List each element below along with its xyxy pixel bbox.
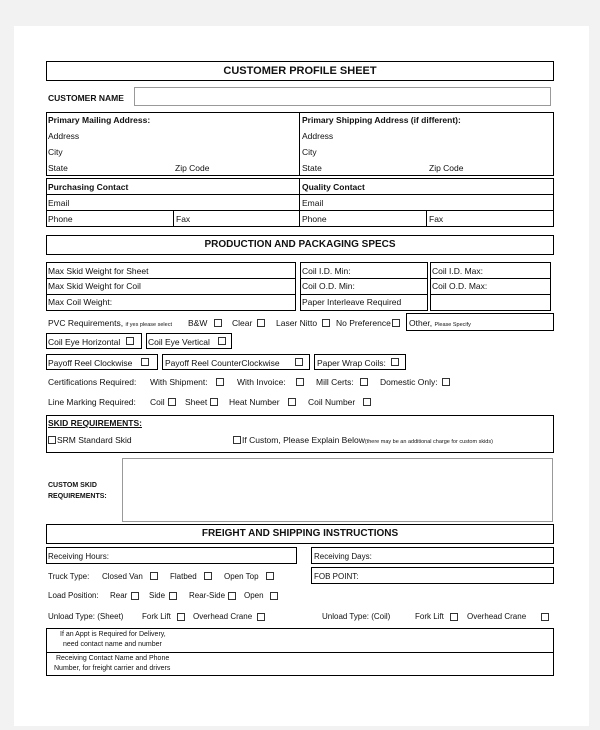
receiving-days: Receiving Days:	[314, 552, 372, 561]
coil-eye-vertical: Coil Eye Vertical	[148, 337, 210, 347]
shipping-city[interactable]: City	[302, 147, 317, 157]
line-coil: Coil	[150, 397, 165, 407]
payoff-counter-checkbox[interactable]	[295, 358, 303, 366]
contact-divider	[46, 652, 554, 653]
max-skid-coil[interactable]: Max Skid Weight for Coil	[48, 281, 141, 291]
load-rear-checkbox[interactable]	[131, 592, 139, 600]
cert-mill-certs: Mill Certs:	[316, 377, 354, 387]
truck-flatbed-checkbox[interactable]	[204, 572, 212, 580]
purchasing-heading: Purchasing Contact	[48, 182, 129, 192]
mailing-city[interactable]: City	[48, 147, 63, 157]
freight-heading: FREIGHT AND SHIPPING INSTRUCTIONS	[201, 528, 399, 539]
pvc-option-no-preference: No Preference	[336, 318, 391, 328]
cert-label: Certifications Required:	[48, 377, 137, 387]
pvc-other-note: Please Specify	[434, 322, 471, 328]
load-side-checkbox[interactable]	[169, 592, 177, 600]
shipping-state[interactable]: State	[302, 163, 322, 173]
skid-standard: SRM Standard Skid	[57, 435, 132, 445]
unload-sheet-crane: Overhead Crane	[193, 612, 253, 621]
pvc-note: if yes please select	[125, 322, 172, 328]
coil-od-min[interactable]: Coil O.D. Min:	[302, 281, 355, 291]
cert-with-shipment: With Shipment:	[150, 377, 208, 387]
payoff-clockwise-checkbox[interactable]	[141, 358, 149, 366]
paper-interleave[interactable]: Paper Interleave Required	[302, 297, 402, 307]
unload-coil-label: Unload Type: (Coil)	[322, 612, 391, 621]
mailing-heading: Primary Mailing Address:	[48, 115, 151, 125]
unload-sheet-fork-lift: Fork Lift	[142, 612, 171, 621]
pvc-bw-checkbox[interactable]	[214, 319, 222, 327]
line-heat-number-checkbox[interactable]	[288, 398, 296, 406]
profile-sheet	[14, 26, 589, 726]
fob-point: FOB POINT:	[314, 572, 359, 581]
line-marking-label: Line Marking Required:	[48, 397, 136, 407]
line-coil-checkbox[interactable]	[168, 398, 176, 406]
coil-id-min[interactable]: Coil I.D. Min:	[302, 266, 351, 276]
production-heading: PRODUCTION AND PACKAGING SPECS	[204, 239, 396, 250]
paper-wrap-checkbox[interactable]	[391, 358, 399, 366]
shipping-heading: Primary Shipping Address (if different):	[302, 115, 461, 125]
receiving-hours: Receiving Hours:	[48, 552, 109, 561]
pvc-laser-nitto-checkbox[interactable]	[322, 319, 330, 327]
purchasing-email[interactable]: Email	[48, 198, 70, 208]
custom-skid-textarea[interactable]	[122, 458, 553, 522]
cert-with-invoice: With Invoice:	[237, 377, 286, 387]
pvc-other-label: Other, Please Specify	[409, 318, 471, 328]
load-rear-side: Rear-Side	[189, 591, 226, 600]
coil-min-line-1	[300, 278, 428, 279]
customer-name-label: CUSTOMER NAME	[48, 93, 124, 103]
load-open-checkbox[interactable]	[270, 592, 278, 600]
load-open: Open	[244, 591, 264, 600]
pvc-no-preference-checkbox[interactable]	[392, 319, 400, 327]
pvc-clear-checkbox[interactable]	[257, 319, 265, 327]
skid-custom-note: (there may be an additional charge for custom skids)	[364, 439, 493, 445]
truck-label: Truck Type:	[48, 572, 90, 581]
cert-with-invoice-checkbox[interactable]	[296, 378, 304, 386]
mailing-address[interactable]: Address	[48, 131, 80, 141]
quality-fax-divider	[426, 211, 427, 227]
coil-max-line-2	[430, 294, 551, 295]
cert-with-shipment-checkbox[interactable]	[216, 378, 224, 386]
mailing-state[interactable]: State	[48, 163, 68, 173]
quality-heading: Quality Contact	[302, 182, 365, 192]
pvc-option-clear: Clear	[232, 318, 253, 328]
paper-wrap: Paper Wrap Coils:	[317, 358, 386, 368]
line-sheet: Sheet	[185, 397, 208, 407]
max-skid-sheet[interactable]: Max Skid Weight for Sheet	[48, 266, 149, 276]
receiving-contact-note: Receiving Contact Name and Phone Number, for freight carrier and drivers	[54, 655, 171, 672]
load-rear-side-checkbox[interactable]	[228, 592, 236, 600]
pvc-label: PVC Requirements, if yes please select	[48, 318, 172, 328]
unload-coil-crane: Overhead Crane	[467, 612, 527, 621]
unload-sheet-fork-lift-checkbox[interactable]	[177, 613, 185, 621]
line-coil-number-checkbox[interactable]	[363, 398, 371, 406]
line-sheet-checkbox[interactable]	[210, 398, 218, 406]
coil-id-max[interactable]: Coil I.D. Max:	[432, 266, 484, 276]
purchasing-fax-divider	[173, 211, 174, 227]
truck-closed-van-checkbox[interactable]	[150, 572, 158, 580]
cert-domestic-only: Domestic Only:	[380, 377, 438, 387]
coil-eye-horizontal: Coil Eye Horizontal	[48, 337, 121, 347]
skid-weight-line-1	[46, 278, 296, 279]
mailing-zip[interactable]: Zip Code	[175, 163, 210, 173]
pvc-option-bw: B&W	[188, 318, 208, 328]
pvc-option-laser-nitto: Laser Nitto	[276, 318, 318, 328]
quality-phone[interactable]: Phone	[302, 214, 327, 224]
load-side: Side	[149, 591, 166, 600]
shipping-address[interactable]: Address	[302, 131, 334, 141]
truck-flatbed: Flatbed	[170, 572, 197, 581]
coil-od-max[interactable]: Coil O.D. Max:	[432, 281, 488, 291]
max-coil[interactable]: Max Coil Weight:	[48, 297, 113, 307]
custom-skid-label: CUSTOM SKID REQUIREMENTS:	[48, 482, 107, 500]
coil-min-line-2	[300, 294, 428, 295]
shipping-zip[interactable]: Zip Code	[429, 163, 464, 173]
unload-coil-fork-lift: Fork Lift	[415, 612, 444, 621]
quality-email[interactable]: Email	[302, 198, 324, 208]
purchasing-phone[interactable]: Phone	[48, 214, 73, 224]
skid-weight-line-2	[46, 294, 296, 295]
unload-coil-fork-lift-checkbox[interactable]	[450, 613, 458, 621]
truck-closed-van: Closed Van	[102, 572, 143, 581]
skid-custom: If Custom, Please Explain Below(there may be an additional charge for custom skids)	[242, 435, 493, 445]
customer-name-field[interactable]	[134, 87, 551, 106]
quality-fax[interactable]: Fax	[429, 214, 444, 224]
contacts-line-1	[46, 194, 554, 195]
contacts-line-2	[46, 210, 554, 211]
contacts-divider	[299, 178, 300, 227]
skid-custom-checkbox[interactable]	[233, 436, 241, 444]
unload-sheet-crane-checkbox[interactable]	[257, 613, 265, 621]
load-label: Load Position:	[48, 591, 99, 600]
appt-note: If an Appt is Required for Delivery, need contact name and number	[60, 631, 166, 648]
truck-open-top: Open Top	[224, 572, 259, 581]
cert-mill-certs-checkbox[interactable]	[360, 378, 368, 386]
line-heat-number: Heat Number	[229, 397, 280, 407]
coil-max-line-1	[430, 278, 551, 279]
load-rear: Rear	[110, 591, 128, 600]
unload-coil-crane-checkbox[interactable]	[541, 613, 549, 621]
page-title: CUSTOMER PROFILE SHEET	[223, 65, 377, 77]
truck-open-top-checkbox[interactable]	[266, 572, 274, 580]
payoff-counter: Payoff Reel CounterClockwise	[165, 358, 280, 368]
cert-domestic-only-checkbox[interactable]	[442, 378, 450, 386]
unload-sheet-label: Unload Type: (Sheet)	[48, 612, 124, 621]
coil-eye-vertical-checkbox[interactable]	[218, 337, 226, 345]
payoff-clockwise: Payoff Reel Clockwise	[48, 358, 133, 368]
line-coil-number: Coil Number	[308, 397, 356, 407]
purchasing-fax[interactable]: Fax	[176, 214, 191, 224]
skid-standard-checkbox[interactable]	[48, 436, 56, 444]
coil-eye-horizontal-checkbox[interactable]	[126, 337, 134, 345]
address-divider	[299, 112, 300, 176]
skid-heading: SKID REQUIREMENTS:	[48, 418, 142, 428]
